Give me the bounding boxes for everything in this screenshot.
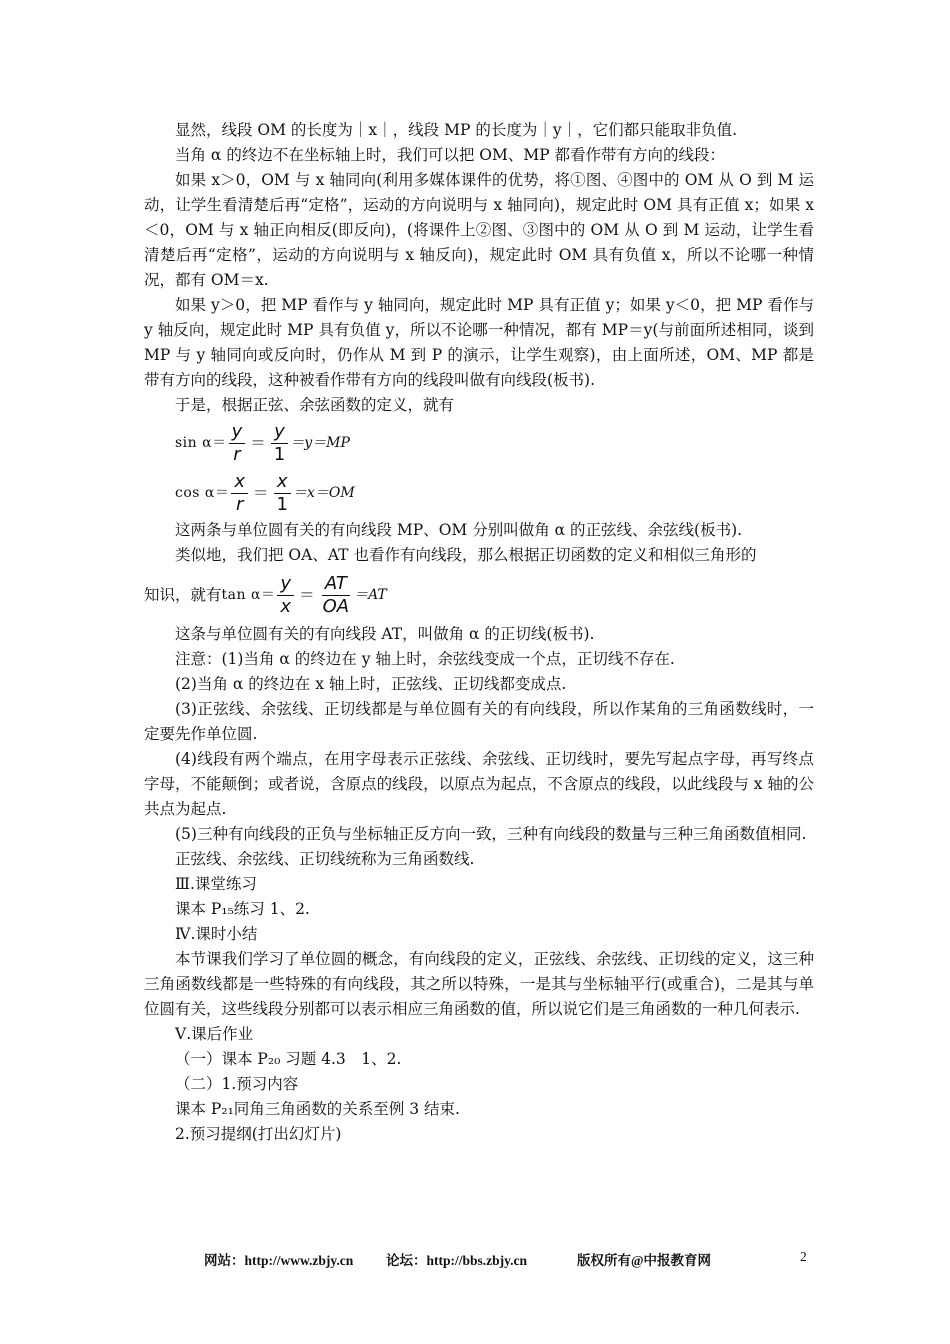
cos-formula	[144, 468, 814, 518]
numerator: y	[277, 573, 294, 596]
paragraph: 这条与单位圆有关的有向线段 AT，叫做角 α 的正切线(板书).	[175, 625, 595, 643]
footer-forum[interactable]: 论坛：http://bbs.zbjy.cn	[386, 1253, 528, 1268]
tan-prefix: 知识，就有	[144, 585, 222, 604]
paragraph: 显然，线段 OM 的长度为｜x｜，线段 MP 的长度为｜y｜，它们都只能取非负值.	[175, 121, 738, 139]
fraction	[277, 573, 294, 618]
note-item: (4)线段有两个端点，在用字母表示正弦线、余弦线、正切线时，要先写起点字母，再写终点字母，不能颠倒；或者说，含原点的线段，以原点为起点，不含原点的线段，以此线段与 x 轴的公共点为起点.	[144, 750, 814, 818]
numerator: x	[274, 471, 291, 494]
denominator: r	[233, 443, 241, 465]
tan-formula	[144, 568, 814, 622]
paragraph: 这两条与单位圆有关的有向线段 MP、OM 分别叫做角 α 的正弦线、余弦线(板书).	[175, 521, 743, 539]
fraction	[320, 573, 352, 618]
list-item: （二）1.预习内容	[175, 1075, 299, 1093]
numerator: AT	[322, 573, 350, 596]
footer-copyright: 版权所有@中报教育网	[577, 1253, 712, 1268]
note-item: (5)三种有向线段的正负与坐标轴正反方向一致，三种有向线段的数量与三种三角函数值相同.	[175, 825, 807, 843]
note-item: (2)当角 α 的终边在 x 轴上时，正弦线、正切线都变成点.	[175, 675, 567, 693]
denominator: x	[280, 595, 292, 617]
paragraph: 如果 x＞0，OM 与 x 轴同向(利用多媒体课件的优势，将①图、④图中的 OM 从 O 到 M 运动，让学生看清楚后再“定格”，运动的方向说明与 x 轴同向)，规定此时 OM 具有正值 x；如果 x＜0，OM 与 x 轴正向相反(即反向)，(将课件上②图、③图中的 OM 从 O 到 M 运动，让学生看清楚后再“定格”，运动的方向说明与 x 轴反向)，规定此时 OM 具有负值 x，所以不论哪一种情况，都有 OM＝x.	[144, 171, 814, 289]
formula-tail: ＝AT	[354, 586, 387, 603]
list-item: （一）课本 P₂₀ 习题 4.3 1、2.	[175, 1050, 402, 1068]
paragraph: 课本 P₁₅练习 1、2.	[175, 900, 310, 918]
paragraph: 课本 P₂₁同角三角函数的关系至例 3 结束.	[175, 1100, 460, 1118]
note-item: 注意：(1)当角 α 的终边在 y 轴上时，余弦线变成一个点，正切线不存在.	[175, 650, 675, 668]
tan-label: tan α＝	[221, 586, 276, 603]
numerator: y	[271, 421, 288, 444]
section-heading: Ⅴ.课后作业	[175, 1025, 254, 1043]
numerator: x	[231, 471, 248, 494]
equals-sign: ＝	[253, 483, 269, 502]
formula-tail: ＝x＝OM	[292, 484, 355, 501]
paragraph: 本节课我们学习了单位圆的概念，有向线段的定义，正弦线、余弦线、正切线的定义，这三种三角函数线都是一些特殊的有向线段，其之所以特殊，一是其与坐标轴平行(或重合)，二是其与单位圆有关，这些线段分别都可以表示相应三角函数的值，所以说它们是三角函数的一种几何表示.	[144, 950, 814, 1018]
page-number: 2	[800, 1249, 807, 1264]
denominator: 1	[273, 443, 286, 465]
note-item: (3)正弦线、余弦线、正切线都是与单位圆有关的有向线段，所以作某角的三角函数线时，一定要先作单位圆.	[144, 700, 814, 743]
fraction	[271, 421, 288, 466]
equals-sign: ＝	[250, 433, 266, 452]
equals-sign: ＝	[299, 585, 315, 604]
sin-formula	[144, 418, 814, 468]
paragraph: 正弦线、余弦线、正切线统称为三角函数线.	[175, 850, 475, 868]
paragraph: 如果 y＞0，把 MP 看作与 y 轴同向，规定此时 MP 具有正值 y；如果 y＜0，把 MP 看作与 y 轴反向，规定此时 MP 具有负值 y，所以不论哪一种情况，都有 MP＝y(与前面所述相同，谈到 MP 与 y 轴同向或反向时，仍作从 M 到 P 的演示，让学生观察)，由上面所述，OM、MP 都是带有方向的线段，这种被看作带有方向的线段叫做有向线段(板书).	[144, 296, 814, 389]
numerator: y	[229, 421, 246, 444]
footer-website[interactable]: 网站：http://www.zbjy.cn	[204, 1253, 354, 1268]
section-heading: Ⅲ.课堂练习	[175, 875, 257, 893]
document-body	[144, 118, 814, 1147]
fraction	[231, 471, 248, 516]
paragraph: 当角 α 的终边不在坐标轴上时，我们可以把 OM、MP 都看作带有方向的线段：	[175, 146, 726, 164]
formula-tail: ＝y＝MP	[290, 434, 350, 451]
cos-label: cos α＝	[175, 484, 230, 501]
page-footer	[0, 1249, 950, 1269]
denominator: OA	[322, 595, 350, 617]
paragraph: 类似地，我们把 OA、AT 也看作有向线段，那么根据正切函数的定义和相似三角形的	[175, 546, 757, 564]
denominator: r	[235, 493, 244, 515]
section-heading: Ⅳ.课时小结	[175, 925, 258, 943]
paragraph: 于是，根据正弦、余弦函数的定义，就有	[175, 396, 455, 414]
fraction	[274, 471, 291, 516]
sin-label: sin α＝	[175, 434, 227, 451]
denominator: 1	[276, 493, 288, 515]
fraction	[229, 421, 246, 466]
paragraph: 2.预习提纲(打出幻灯片)	[175, 1125, 342, 1143]
